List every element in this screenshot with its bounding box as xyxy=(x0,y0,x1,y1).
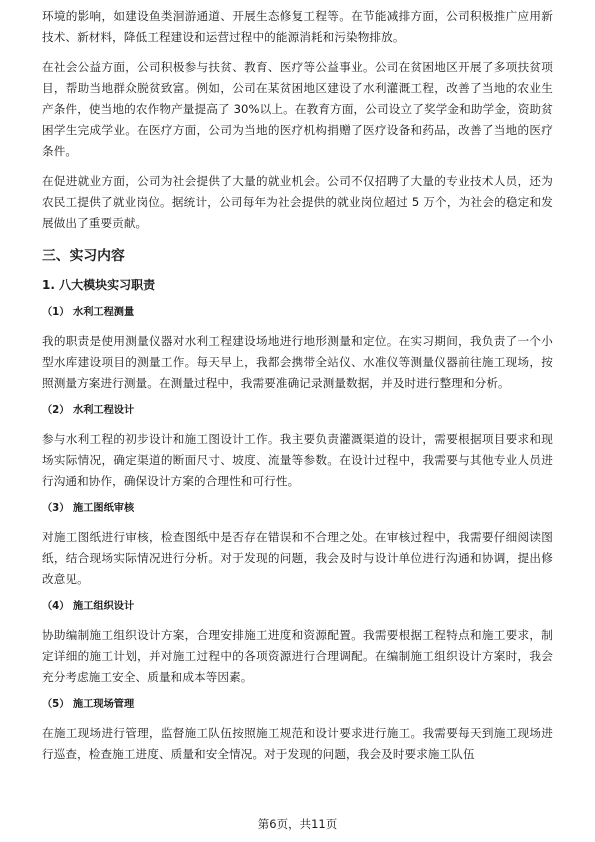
body-paragraph: 在促进就业方面，公司为社会提供了大量的就业机会。公司不仅招聘了大量的专业技术人员，还为农民工提供了就业岗位。据统计，公司每年为社会提供的就业岗位超过 5 万个，为社会的稳定和发展做出了重要贡献。 xyxy=(42,174,553,230)
module-heading: （5） 施工现场管理 xyxy=(42,699,135,710)
module-paragraph: 对施工图纸进行审核，检查图纸中是否存在错误和不合理之处。在审核过程中，我需要仔细阅读图纸，结合现场实际情况进行分析。对于发现的问题，我会及时与设计单位进行沟通和协调，提出修改意见。 xyxy=(42,530,553,586)
module-paragraph: 参与水利工程的初步设计和施工图设计工作。我主要负责灌溉渠道的设计，需要根据项目要求和现场实际情况，确定渠道的断面尺寸、坡度、流量等参数。在设计过程中，我需要与其他专业人员进行沟通和协作，确保设计方案的合理性和可行性。 xyxy=(42,432,553,488)
module-paragraph: 协助编制施工组织设计方案，合理安排施工进度和资源配置。我需要根据工程特点和施工要求，制定详细的施工计划，并对施工过程中的各项资源进行合理调配。在编制施工组织设计方案时，我会充分考虑施工安全、质量和成本等因素。 xyxy=(42,628,553,684)
module-heading: （4） 施工组织设计 xyxy=(42,601,135,612)
body-paragraph: 环境的影响，如建设鱼类洄游通道、开展生态修复工程等。在节能减排方面，公司积极推广应用新技术、新材料，降低工程建设和运营过程中的能源消耗和污染物排放。 xyxy=(42,9,553,44)
body-paragraph: 在社会公益方面，公司积极参与扶贫、教育、医疗等公益事业。公司在贫困地区开展了多项扶贫项目，帮助当地群众脱贫致富。例如，公司在某贫困地区建设了水利灌溉工程，改善了当地的农业生产条件，使当地的农作物产量提高了 30%以上。在教育方面，公司设立了奖学金和助学金，资助贫困学生完成学业。在医疗方面，公司为当地的医疗机构捐赠了医疗设备和药品，改善了当地的医疗条件。 xyxy=(42,60,553,158)
subsection-heading: 1. 八大模块实习职责 xyxy=(42,278,156,292)
section-heading: 三、实习内容 xyxy=(42,248,125,264)
module-heading: （3） 施工图纸审核 xyxy=(42,503,135,514)
module-heading: （1） 水利工程测量 xyxy=(42,307,135,318)
module-paragraph: 我的职责是使用测量仪器对水利工程建设场地进行地形测量和定位。在实习期间，我负责了一个小型水库建设项目的测量工作。每天早上，我都会携带全站仪、水准仪等测量仪器前往施工现场，按照测量方案进行测量。在测量过程中，我需要准确记录测量数据，并及时进行整理和分析。 xyxy=(42,334,553,390)
module-heading: （2） 水利工程设计 xyxy=(42,405,135,416)
module-paragraph: 在施工现场进行管理，监督施工队伍按照施工规范和设计要求进行施工。我需要每天到施工现场进行巡查，检查施工进度、质量和安全情况。对于发现的问题，我会及时要求施工队伍 xyxy=(42,726,553,761)
page-number: 第6页，共11页 xyxy=(257,817,338,831)
